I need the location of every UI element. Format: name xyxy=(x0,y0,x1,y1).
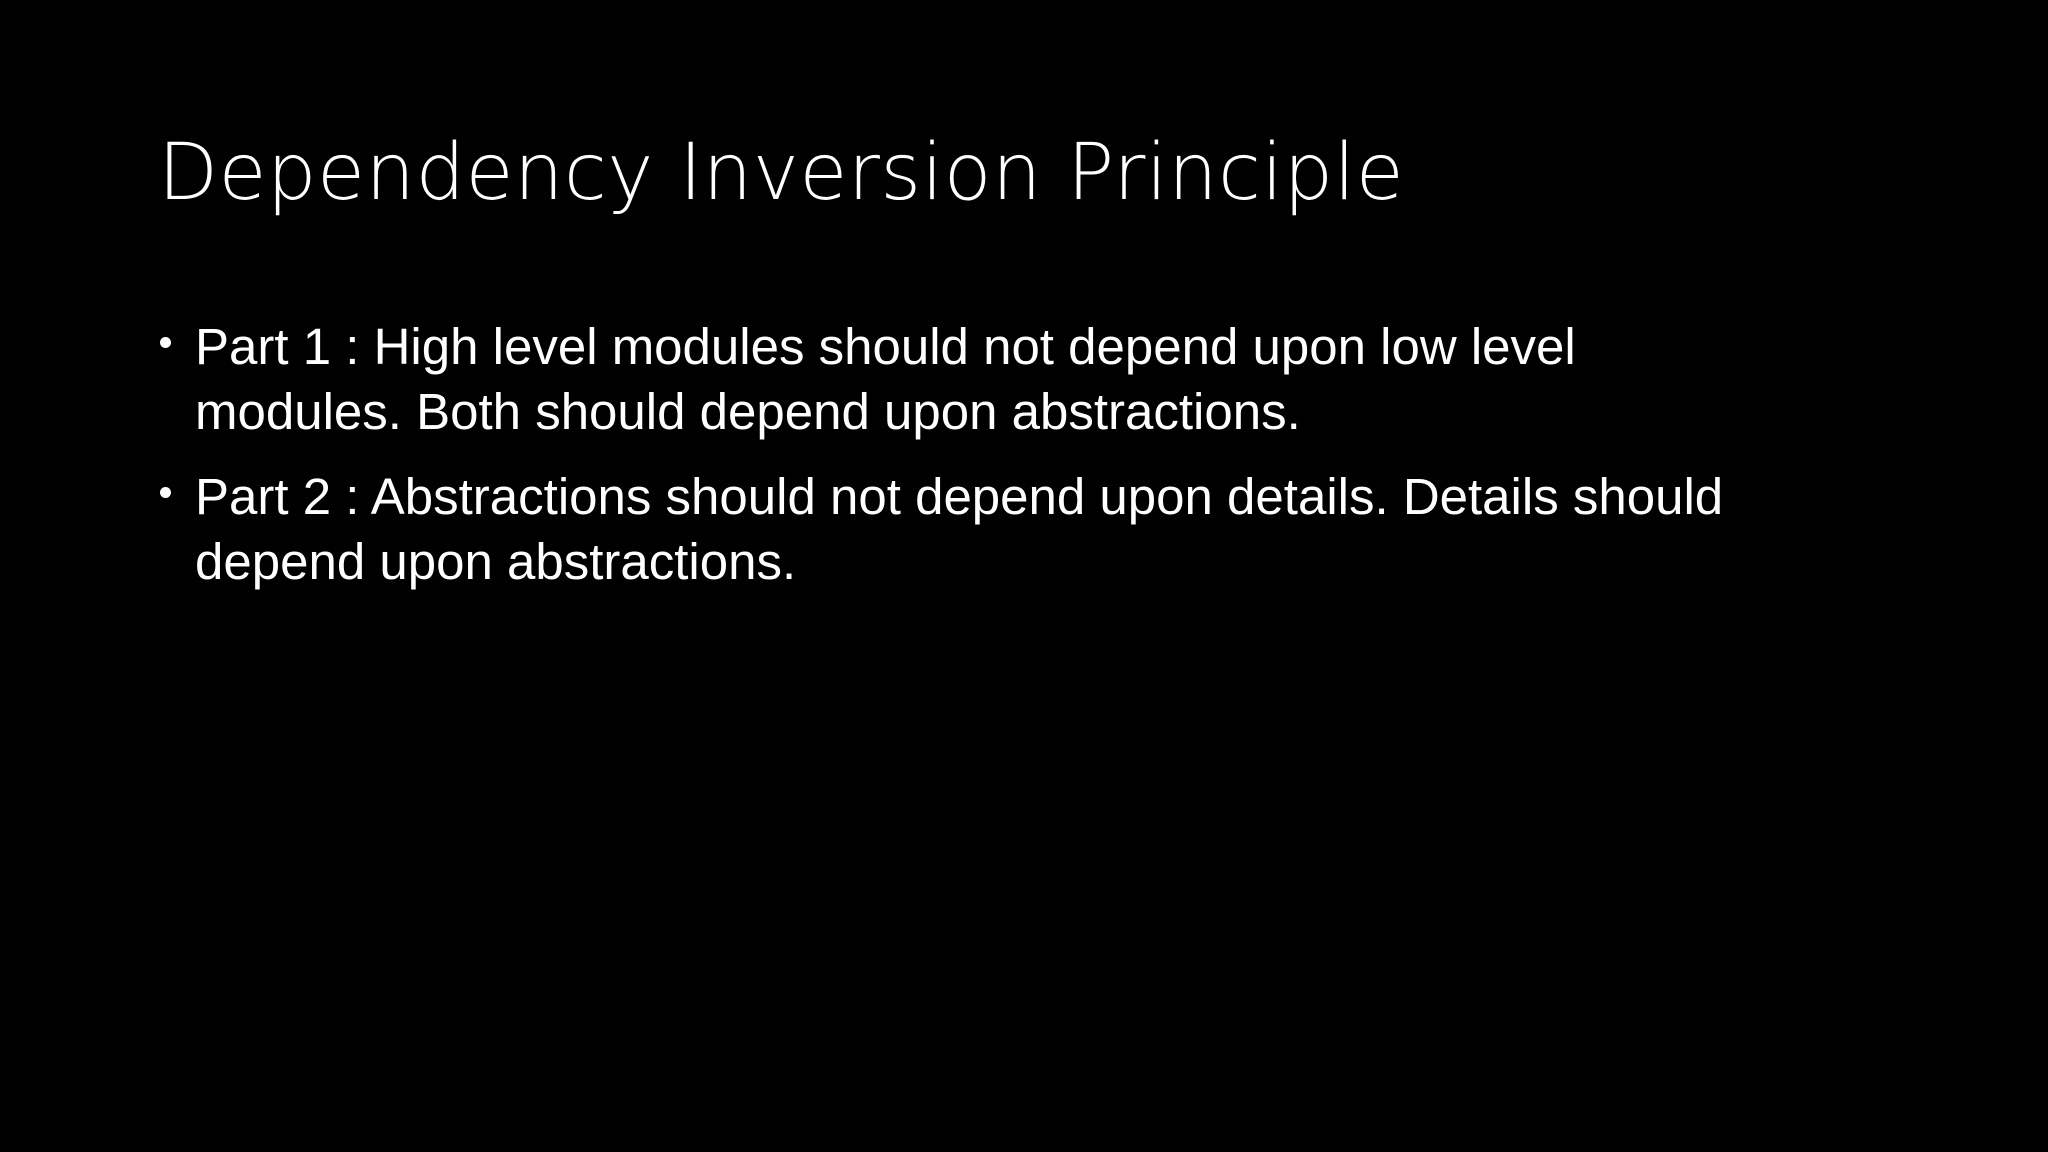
bullet-dot-icon xyxy=(160,487,171,498)
bullet-text-line: depend upon abstractions. xyxy=(195,533,797,590)
bullet-item xyxy=(158,314,1898,444)
bullet-item xyxy=(158,464,1898,594)
bullet-list xyxy=(158,314,1898,614)
bullet-dot-icon xyxy=(160,337,171,348)
slide-title: Dependency Inversion Principle xyxy=(158,128,1405,218)
bullet-text-line: Part 2 : Abstractions should not depend upon details. Details should xyxy=(195,468,1724,525)
bullet-text-line: modules. Both should depend upon abstractions. xyxy=(195,383,1301,440)
bullet-text-line: Part 1 : High level modules should not depend upon low level xyxy=(195,318,1576,375)
